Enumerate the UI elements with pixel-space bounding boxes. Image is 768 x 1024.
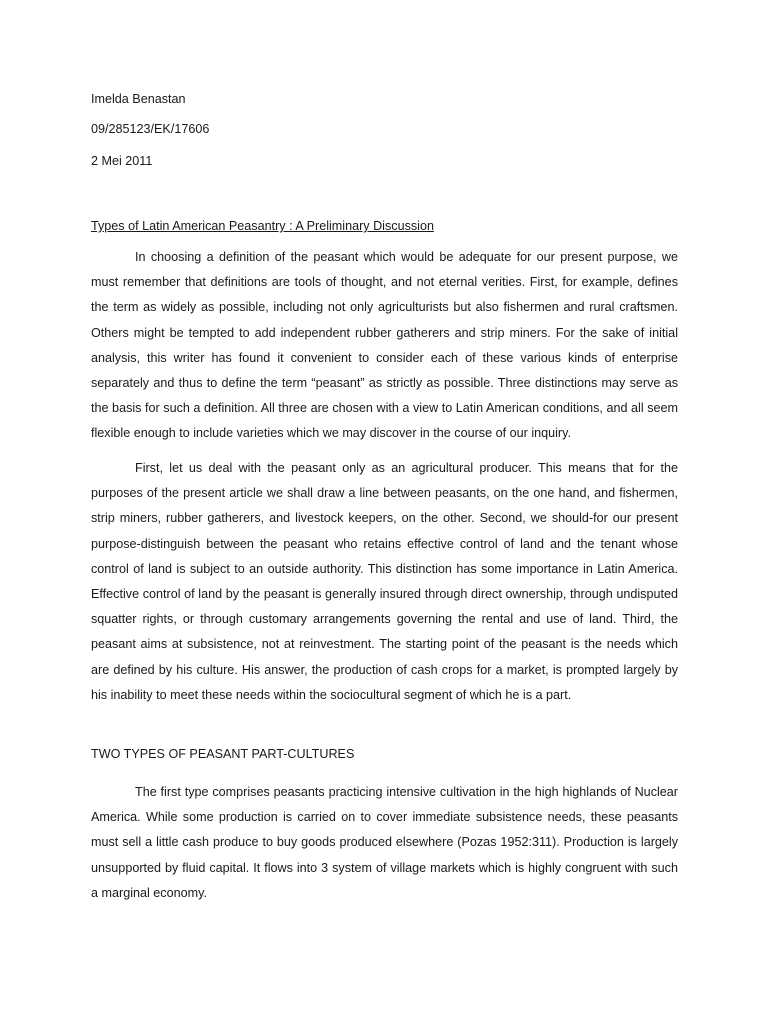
author-name: Imelda Benastan — [91, 92, 186, 106]
paragraph-distinctions: First, let us deal with the peasant only as an agricultural producer. This means that for the purposes of the present article we shall draw a line between peasants, on the one hand, and fishermen, strip miners, rubber gatherers, and livestock keepers, on the other. Second, we should-for our present purpose-distinguish between the peasant who retains effective control of land and the tenant whose control of land is subject to an outside authority. This distinction has some importance in Latin America. Effective control of land by the peasant is generally insured through direct ownership, through undisputed squatter rights, or through customary arrangements governing the rental and use of land. Third, the peasant aims at subsistence, not at reinvestment. The starting point of the peasant is the needs which are defined by his culture. His answer, the production of cash crops for a market, is prompted largely by his inability to meet these needs within the sociocultural segment of which he is a part. — [91, 461, 678, 702]
document-date: 2 Mei 2011 — [91, 154, 153, 168]
document-title: Types of Latin American Peasantry : A Preliminary Discussion — [91, 219, 434, 233]
paragraph-definition: In choosing a definition of the peasant which would be adequate for our present purpose, we must remember that definitions are tools of thought, and not eternal verities. First, for example, defines the term as widely as possible, including not only agriculturists but also fishermen and rural craftsmen. Others might be tempted to add independent rubber gatherers and strip miners. For the sake of initial analysis, this writer has found it convenient to consider each of these various kinds of enterprise separately and thus to define the term “peasant” as strictly as possible. Three distinctions may serve as the basis for such a definition. All three are chosen with a view to Latin American conditions, and all seem flexible enough to include varieties which we may discover in the course of our inquiry. — [91, 250, 678, 441]
student-id: 09/285123/EK/17606 — [91, 122, 210, 136]
paragraph-first-type: The first type comprises peasants practicing intensive cultivation in the high highlands of Nuclear America. While some production is carried on to cover immediate subsistence needs, these peasants must sell a little cash produce to buy goods produced elsewhere (Pozas 1952:311). Production is largely unsupported by fluid capital. It flows into 3 system of village markets which is highly congruent with such a marginal economy. — [91, 785, 678, 900]
section-heading: TWO TYPES OF PEASANT PART-CULTURES — [91, 747, 355, 761]
